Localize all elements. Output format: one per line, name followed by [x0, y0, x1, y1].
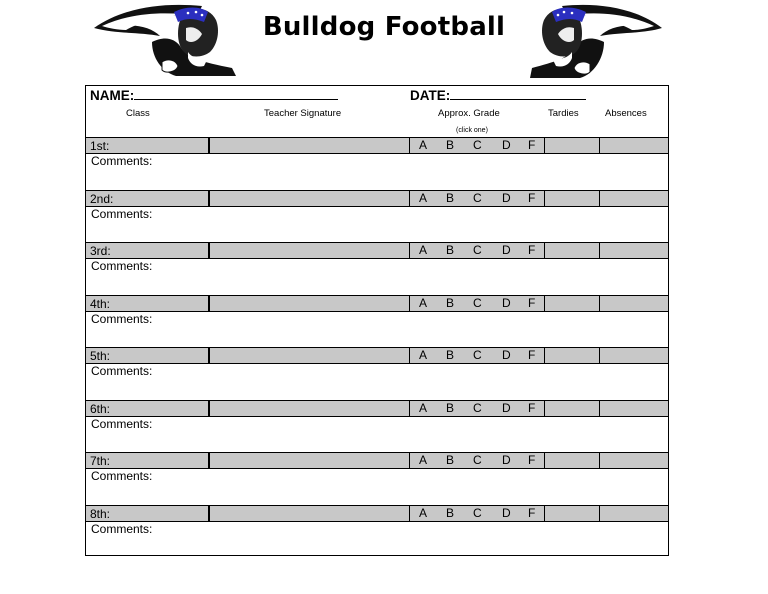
comments-field[interactable]	[156, 313, 661, 343]
comments-label: Comments:	[91, 311, 153, 326]
period-row	[86, 347, 668, 364]
absences-cell[interactable]	[600, 505, 668, 522]
grade-option[interactable]: A	[419, 453, 428, 467]
grade-option[interactable]: F	[528, 453, 536, 467]
comments-label: Comments:	[91, 416, 153, 431]
teacher-signature-cell[interactable]	[208, 242, 409, 259]
grade-options	[409, 452, 544, 469]
period-label: 3rd:	[90, 244, 111, 258]
comments-label: Comments:	[91, 521, 153, 536]
grade-options	[409, 295, 544, 312]
col-class-label: Class	[126, 108, 150, 119]
grade-option[interactable]: D	[502, 295, 511, 310]
period-label: 4th:	[90, 296, 111, 311]
period-row	[86, 400, 668, 417]
grade-option[interactable]: C	[473, 243, 482, 257]
grade-option[interactable]: A	[419, 400, 428, 415]
teacher-signature-cell[interactable]	[208, 505, 409, 522]
teacher-signature-cell[interactable]	[208, 347, 409, 364]
comments-label: Comments:	[91, 154, 153, 168]
grade-options	[409, 347, 544, 364]
grade-option[interactable]: D	[502, 138, 511, 152]
absences-cell[interactable]	[600, 137, 668, 154]
absences-cell[interactable]	[600, 190, 668, 207]
grade-option[interactable]: B	[446, 243, 455, 257]
bulldog-mascot-icon	[528, 2, 664, 80]
period-label: 1st:	[90, 139, 110, 153]
grade-option[interactable]: C	[473, 400, 482, 415]
grade-option[interactable]: A	[419, 190, 428, 205]
grade-options	[409, 242, 544, 259]
comments-label: Comments:	[91, 364, 153, 378]
comments-label: Comments:	[91, 206, 153, 221]
period-label: 2nd:	[90, 191, 114, 206]
grade-option[interactable]: F	[528, 138, 536, 152]
period-row	[86, 190, 668, 207]
grade-option[interactable]: D	[502, 348, 511, 362]
grade-option[interactable]: B	[446, 190, 455, 205]
grade-option[interactable]: A	[419, 348, 428, 362]
period-row	[86, 137, 668, 154]
absences-cell[interactable]	[600, 242, 668, 259]
comments-label: Comments:	[91, 259, 153, 273]
grade-option[interactable]: B	[446, 138, 455, 152]
name-field[interactable]	[90, 87, 338, 103]
absences-cell[interactable]	[600, 295, 668, 312]
grade-option[interactable]: C	[473, 505, 482, 520]
tardies-cell[interactable]	[544, 400, 600, 417]
tardies-cell[interactable]	[544, 295, 600, 312]
tardies-cell[interactable]	[544, 347, 600, 364]
grade-option[interactable]: B	[446, 400, 455, 415]
col-absences-label: Absences	[605, 108, 647, 119]
comments-label: Comments:	[91, 469, 153, 483]
grade-options	[409, 400, 544, 417]
comments-field[interactable]	[156, 365, 661, 395]
period-label: 5th:	[90, 349, 111, 363]
teacher-signature-cell[interactable]	[208, 190, 409, 207]
col-teacher-signature-label: Teacher Signature	[264, 108, 342, 119]
grade-option[interactable]: F	[528, 190, 536, 205]
comments-field[interactable]	[156, 208, 661, 238]
teacher-signature-cell[interactable]	[208, 400, 409, 417]
col-tardies-label: Tardies	[548, 108, 579, 119]
grade-option[interactable]: F	[528, 295, 536, 310]
grade-option[interactable]: B	[446, 348, 455, 362]
grade-option[interactable]: F	[528, 400, 536, 415]
period-row	[86, 242, 668, 259]
absences-cell[interactable]	[600, 452, 668, 469]
comments-field[interactable]	[156, 155, 661, 185]
grade-option[interactable]: C	[473, 348, 482, 362]
tardies-cell[interactable]	[544, 452, 600, 469]
name-line[interactable]	[134, 87, 338, 100]
date-field[interactable]	[410, 87, 586, 103]
grade-option[interactable]: C	[473, 138, 482, 152]
teacher-signature-cell[interactable]	[208, 452, 409, 469]
grade-option[interactable]: D	[502, 400, 511, 415]
period-row	[86, 295, 668, 312]
grade-options	[409, 190, 544, 207]
grade-option[interactable]: F	[528, 243, 536, 257]
grade-option[interactable]: D	[502, 243, 511, 257]
grade-option[interactable]: B	[446, 295, 455, 310]
grade-option[interactable]: D	[502, 505, 511, 520]
date-line[interactable]	[450, 87, 586, 100]
period-row	[86, 452, 668, 469]
progress-report-form	[85, 85, 669, 556]
tardies-cell[interactable]	[544, 137, 600, 154]
teacher-signature-cell[interactable]	[208, 137, 409, 154]
absences-cell[interactable]	[600, 347, 668, 364]
absences-cell[interactable]	[600, 400, 668, 417]
col-approx-grade-label: Approx. Grade	[438, 108, 500, 119]
grade-option[interactable]: B	[446, 505, 455, 520]
name-label: NAME:	[90, 88, 135, 103]
tardies-cell[interactable]	[544, 505, 600, 522]
period-label: 8th:	[90, 506, 111, 521]
comments-field[interactable]	[156, 260, 661, 290]
comments-field[interactable]	[156, 470, 661, 500]
grade-option[interactable]: A	[419, 295, 428, 310]
grade-option[interactable]: D	[502, 453, 511, 467]
grade-option[interactable]: A	[419, 505, 428, 520]
grade-option[interactable]: C	[473, 295, 482, 310]
grade-option[interactable]: B	[446, 453, 455, 467]
grade-option[interactable]: C	[473, 453, 482, 467]
date-label: DATE:	[410, 88, 451, 103]
tardies-cell[interactable]	[544, 242, 600, 259]
period-label: 7th:	[90, 454, 111, 468]
period-row	[86, 505, 668, 522]
page-title: Bulldog Football	[262, 12, 506, 42]
grade-option[interactable]: F	[528, 348, 536, 362]
comments-field[interactable]	[156, 523, 661, 553]
tardies-cell[interactable]	[544, 190, 600, 207]
comments-field[interactable]	[156, 418, 661, 448]
click-one-hint: (click one)	[456, 127, 488, 134]
bulldog-mascot-icon	[92, 2, 240, 78]
grade-option[interactable]: F	[528, 505, 536, 520]
grade-options	[409, 137, 544, 154]
grade-option[interactable]: A	[419, 243, 428, 257]
grade-options	[409, 505, 544, 522]
grade-option[interactable]: D	[502, 190, 511, 205]
teacher-signature-cell[interactable]	[208, 295, 409, 312]
grade-option[interactable]: C	[473, 190, 482, 205]
grade-option[interactable]: A	[419, 138, 428, 152]
period-label: 6th:	[90, 401, 111, 416]
